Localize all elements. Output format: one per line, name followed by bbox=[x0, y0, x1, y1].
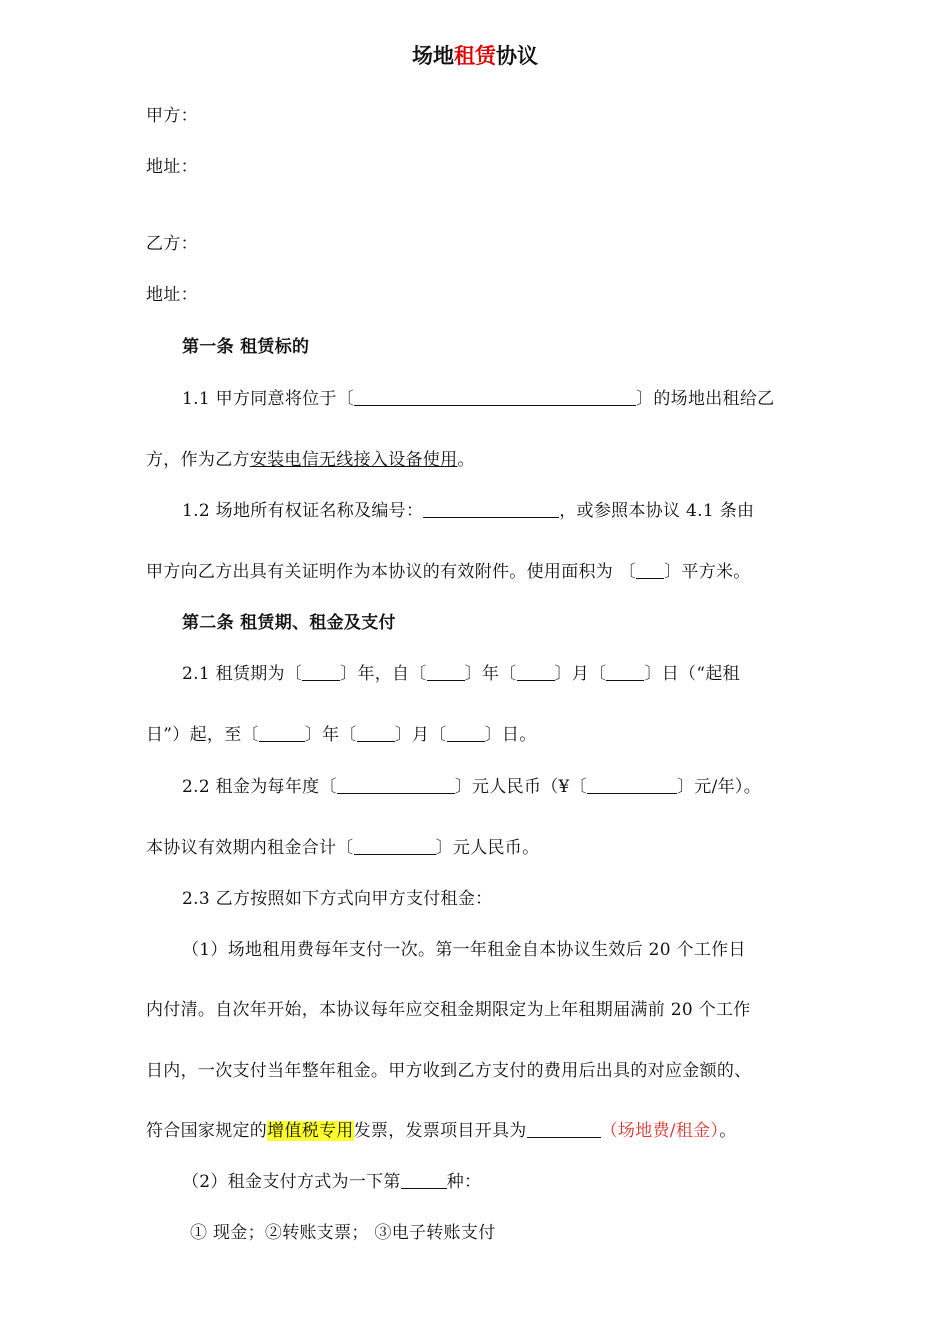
clause-text: 1.2 场地所有权证名称及编号： bbox=[182, 501, 424, 521]
certificate-number-blank[interactable] bbox=[423, 499, 559, 518]
end-month-blank[interactable] bbox=[357, 723, 395, 742]
clause-1-2-line-2 bbox=[146, 560, 751, 584]
party-b-address-label: 地址： bbox=[146, 285, 198, 305]
clause-2-2-line-2 bbox=[146, 836, 539, 860]
annual-rent-blank[interactable] bbox=[337, 775, 455, 794]
clause-text: 2.1 租赁期为〔 bbox=[182, 664, 303, 684]
clause-text: 〕元人民币。 bbox=[435, 838, 540, 858]
area-blank[interactable] bbox=[636, 560, 664, 579]
clause-2-1-line-2 bbox=[146, 723, 537, 747]
clause-text: 〕平方米。 bbox=[664, 562, 751, 582]
clause-text: 本协议有效期内租金合计〔 bbox=[146, 838, 354, 858]
article-2-heading: 第二条 租赁期、租金及支付 bbox=[182, 613, 396, 633]
payment-method-options: ① 现金；②转账支票； ③电子转账支付 bbox=[190, 1223, 496, 1243]
clause-1-2-line-1 bbox=[182, 499, 754, 523]
term-years-blank[interactable] bbox=[302, 662, 340, 681]
location-blank[interactable] bbox=[354, 387, 636, 406]
start-year-blank[interactable] bbox=[427, 662, 465, 681]
clause-1-1-line-1 bbox=[182, 387, 774, 411]
payment-item-1-line-2: 内付清。自次年开始，本协议每年应交租金期限定为上年租期届满前 20 个工作 bbox=[146, 1000, 751, 1020]
article-1-heading: 第一条 租赁标的 bbox=[182, 337, 310, 357]
clause-1-1-line-2 bbox=[146, 448, 475, 472]
clause-text: 〕月〔 bbox=[554, 664, 607, 684]
clause-2-1-line-1 bbox=[182, 662, 740, 686]
clause-2-3: 2.3 乙方按照如下方式向甲方支付租金： bbox=[182, 889, 493, 909]
highlighted-vat-text: 增值税专用 bbox=[267, 1121, 354, 1141]
clause-text: 〕年〔 bbox=[464, 664, 517, 684]
clause-text: 〕日（“起租 bbox=[644, 664, 740, 684]
clause-text: 〕元人民币（¥〔 bbox=[454, 777, 587, 797]
payment-item-2 bbox=[182, 1170, 481, 1194]
clause-text: 发票，发票项目开具为 bbox=[353, 1121, 527, 1141]
clause-text: ，或参照本协议 4.1 条由 bbox=[559, 501, 755, 521]
clause-text: 。 bbox=[457, 450, 475, 470]
party-a-address-label: 地址： bbox=[146, 157, 198, 177]
payment-method-blank[interactable] bbox=[401, 1170, 447, 1189]
party-a-label: 甲方： bbox=[146, 106, 198, 126]
clause-2-2-line-1 bbox=[182, 775, 761, 799]
end-day-blank[interactable] bbox=[447, 723, 485, 742]
annual-rent-number-blank[interactable] bbox=[587, 775, 677, 794]
clause-text: 〕年〔 bbox=[304, 725, 357, 745]
clause-text: 甲方向乙方出具有关证明作为本协议的有效附件。使用面积为 〔 bbox=[146, 562, 637, 582]
title-part-1: 场地 bbox=[412, 44, 454, 68]
clause-text: 〕月〔 bbox=[394, 725, 447, 745]
party-b-label: 乙方： bbox=[146, 234, 198, 254]
start-day-blank[interactable] bbox=[606, 662, 644, 681]
payment-item-1-line-4 bbox=[146, 1119, 737, 1143]
document-title bbox=[0, 42, 950, 70]
usage-purpose: 安装电信无线接入设备使用 bbox=[249, 450, 458, 470]
clause-text: 符合国家规定的 bbox=[146, 1121, 268, 1141]
end-year-blank[interactable] bbox=[259, 723, 305, 742]
clause-text: 〕的场地出租给乙 bbox=[636, 389, 775, 409]
title-part-3: 协议 bbox=[496, 44, 538, 68]
clause-text: 1.1 甲方同意将位于〔 bbox=[182, 389, 355, 409]
clause-text: 种： bbox=[446, 1172, 482, 1192]
invoice-item-note: （场地费/租金） bbox=[600, 1121, 720, 1141]
invoice-item-blank[interactable] bbox=[527, 1119, 601, 1138]
clause-text: 2.2 租金为每年度〔 bbox=[182, 777, 337, 797]
clause-text: 〕日。 bbox=[484, 725, 537, 745]
title-part-2-highlighted: 租赁 bbox=[454, 44, 496, 68]
clause-text: 〕年，自〔 bbox=[340, 664, 427, 684]
clause-text: 。 bbox=[719, 1121, 737, 1141]
payment-item-1-line-1: （1）场地租用费每年支付一次。第一年租金自本协议生效后 20 个工作日 bbox=[182, 940, 746, 960]
clause-text: （2）租金支付方式为一下第 bbox=[182, 1172, 401, 1192]
clause-text: 方，作为乙方 bbox=[146, 450, 250, 470]
total-rent-blank[interactable] bbox=[354, 836, 436, 855]
payment-item-1-line-3: 日内，一次支付当年整年租金。甲方收到乙方支付的费用后出具的对应金额的、 bbox=[146, 1061, 752, 1081]
clause-text: 日”）起，至〔 bbox=[146, 725, 259, 745]
start-month-blank[interactable] bbox=[517, 662, 555, 681]
clause-text: 〕元/年）。 bbox=[676, 777, 761, 797]
